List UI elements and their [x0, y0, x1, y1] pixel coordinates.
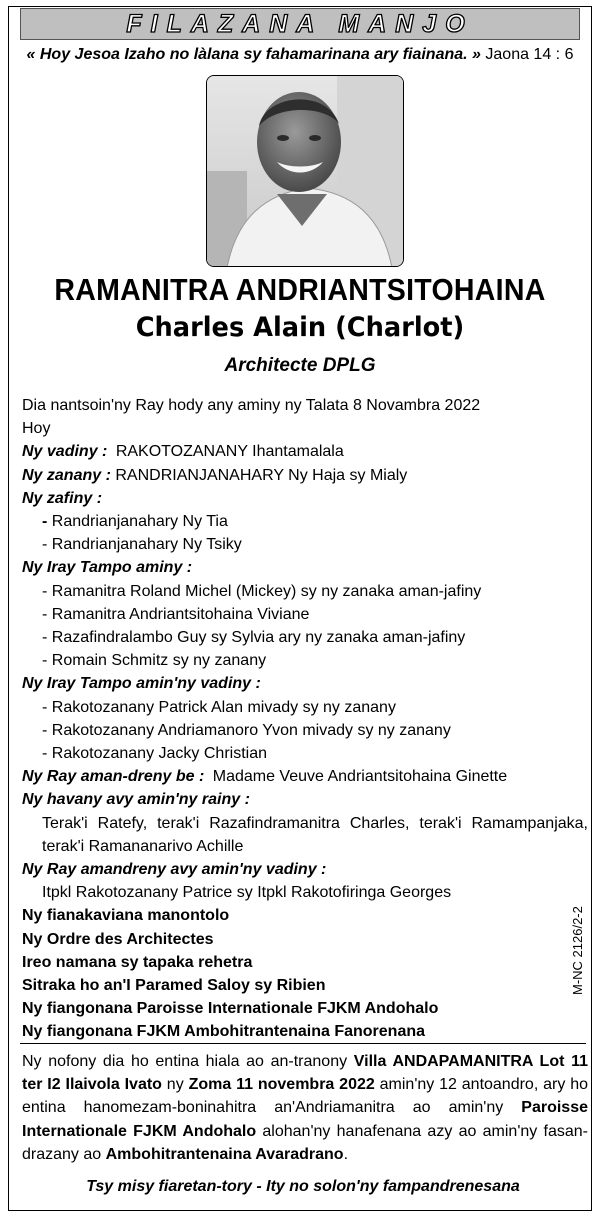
- spouse-label: Ny vadiny :: [22, 443, 108, 461]
- siblings-label: Ny Iray Tampo aminy :: [22, 559, 193, 577]
- header-banner: [20, 8, 580, 40]
- verse-quote: « Hoy Jesoa Izaho no làlana sy fahamarinana ary fiainana. »: [26, 46, 481, 63]
- spouse-row: [22, 440, 588, 463]
- portrait-photo: [206, 75, 404, 267]
- deceased-profession: Architecte DPLG: [224, 355, 376, 376]
- children-row: [22, 464, 588, 487]
- funeral-details: Ny nofony dia ho entina hiala ao an-tranony Villa ANDAPAMANITRA Lot 11 ter I2 Ilaivola Ivato ny Zoma 11 novembra 2022 amin'ny 12 antoandro, ary ho entina hanomezam-boninahitra an'Andriamanitra ao amin'ny Paroisse Internationale FJKM Andohalo alohan'ny hanafenana azy ao amin'ny fasan-drazany ao Ambohitrantenaina Avaradrano.: [22, 1053, 589, 1163]
- footer-note: Tsy misy fiaretan-tory - Ity no solon'ny fampandrenesana: [86, 1178, 520, 1195]
- paternal-relatives-label: Ny havany avy amin'ny rainy :: [22, 791, 250, 809]
- reference-code: M-NC 2126/2-2: [570, 906, 585, 995]
- grandparent-label: Ny Ray aman-dreny be :: [22, 768, 205, 786]
- list-item: - Rakotozanany Jacky Christian: [42, 745, 267, 763]
- bible-verse: [20, 46, 580, 64]
- list-item: - Rakotozanany Andriamanoro Yvon mivady sy ny zanany: [42, 721, 451, 739]
- list-item: - Romain Schmitz sy ny zanany: [42, 652, 267, 670]
- burial-place: Ambohitrantenaina Avaradrano: [105, 1145, 344, 1163]
- list-item: - Ramanitra Andriantsitohaina Viviane: [42, 605, 310, 623]
- in-laws-label: Ny Ray amandreny avy amin'ny vadiny :: [22, 861, 327, 879]
- funeral-date: Zoma 11 novembra 2022: [188, 1076, 375, 1094]
- list-item: Sitraka ho an'I Paramed Saloy sy Ribien: [22, 977, 326, 995]
- grandchildren-label: Ny zafiny :: [22, 489, 103, 507]
- list-item: - Randrianjanahary Ny Tia: [42, 513, 228, 531]
- list-item: Ny fianakaviana manontolo: [22, 907, 230, 925]
- children-label: Ny zanany :: [22, 466, 111, 484]
- grandparent-value: Madame Veuve Andriantsitohaina Ginette: [212, 768, 508, 786]
- notice-body: [22, 394, 588, 1044]
- funeral-location: Villa ANDAPAMANITRA Lot 11 ter I2 Ilaivola Ivato: [22, 1053, 589, 1094]
- list-item: Ny Ordre des Architectes: [22, 930, 214, 948]
- spouse-value: RAKOTOZANANY Ihantamalala: [115, 443, 344, 461]
- list-item: - Randrianjanahary Ny Tsiky: [42, 536, 242, 554]
- verse-reference: Jaona 14 : 6: [485, 46, 574, 63]
- paternal-relatives-value: Terak'i Ratefy, terak'i Razafindramanitra Charles, terak'i Ramampanjaka, terak'i Ramananarivo Achille: [42, 814, 588, 855]
- header-title: FILAZANA MANJO: [126, 9, 474, 38]
- in-laws-value: Itpkl Rakotozanany Patrice sy Itpkl Rakotofiringa Georges: [42, 884, 452, 902]
- deceased-given-names: Charles Alain (Charlot): [135, 312, 465, 343]
- portrait-image: [207, 76, 404, 267]
- deceased-surname: RAMANITRA ANDRIANTSITOHAINA: [54, 272, 546, 307]
- children-value: RANDRIANJANAHARY Ny Haja sy Mialy: [115, 466, 408, 484]
- list-item: - Ramanitra Roland Michel (Mickey) sy ny zanaka aman-jafiny: [42, 582, 482, 600]
- divider: [20, 1043, 586, 1044]
- list-item: - Rakotozanany Patrick Alan mivady sy ny zanany: [42, 698, 396, 716]
- announcement-line: Dia nantsoin'ny Ray hody any aminy ny Talata 8 Novambra 2022: [22, 397, 481, 414]
- grandparent-row: [22, 765, 588, 788]
- list-item: - Razafindralambo Guy sy Sylvia ary ny zanaka aman-jafiny: [42, 629, 466, 647]
- spouse-siblings-label: Ny Iray Tampo amin'ny vadiny :: [22, 675, 261, 693]
- list-item: Ny fiangonana FJKM Ambohitrantenaina Fanorenana: [22, 1023, 426, 1041]
- list-item: Ireo namana sy tapaka rehetra: [22, 953, 253, 971]
- church-name: Paroisse Internationale FJKM Andohalo: [22, 1099, 588, 1140]
- list-item: Ny fiangonana Paroisse Internationale FJKM Andohalo: [22, 1000, 439, 1018]
- announcement-hoy: Hoy: [22, 420, 51, 438]
